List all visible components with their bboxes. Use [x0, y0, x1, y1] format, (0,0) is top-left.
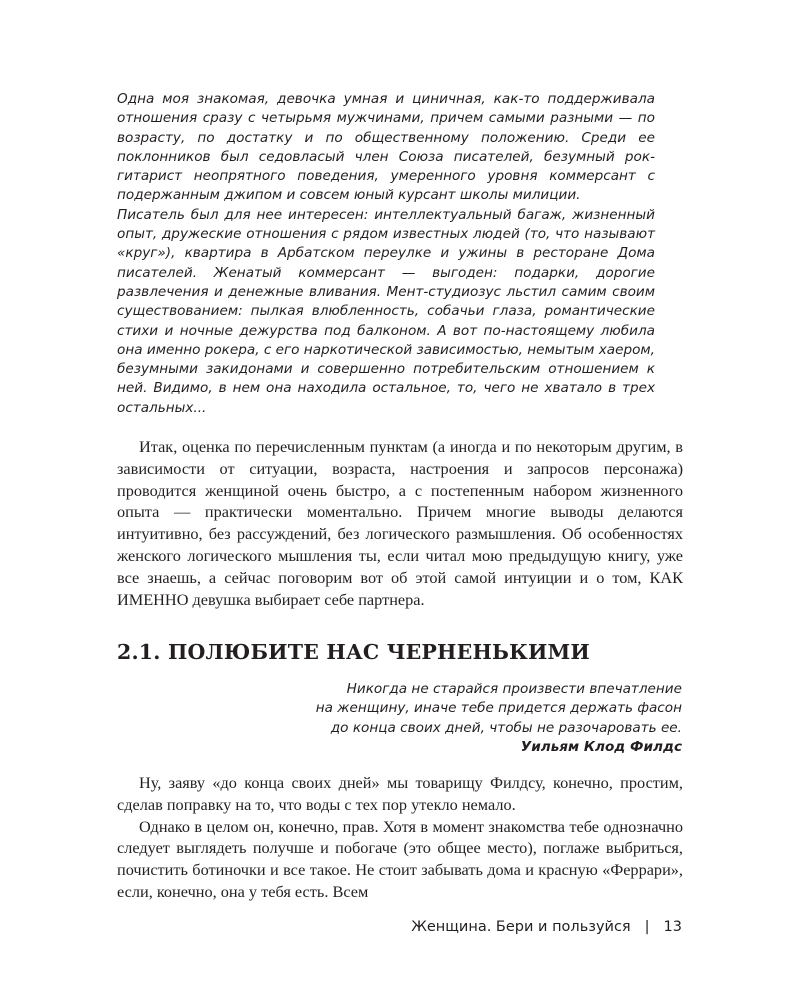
example-quote-block: [117, 90, 655, 418]
quote-paragraph: Писатель был для нее интересен: интеллектуальный багаж, жизненный опыт, дружеские отношения с рядом известных людей (то, что называют «круг»), квартира в Арбатском переулке и ужины в ресторане Дома писателей. Женатый коммерсант — выгоден: подарки, дорогие развлечения и денежные вливания. Мент-студиозус льстил самим своим существованием: пылкая влюбленность, собачьи глаза, романтические стихи и ночные дежурства под балконом. А вот по-настоящему любила она именно рокера, с его наркотической зависимостью, немытым хаером, безумными закидонами и совершенно потребительским отношением к ней. Видимо, в нем она находила остальное, то, чего не хватало в трех остальных...: [117, 206, 655, 416]
body-text-before-heading: [117, 436, 683, 610]
body-paragraph: Ну, заяву «до конца своих дней» мы товарищу Филдсу, конечно, простим, сделав поправку на то, что воды с тех пор утекло немало.: [117, 773, 683, 814]
body-paragraph: Итак, оценка по перечисленным пунктам (а иногда и по некоторым другим, в зависимости от ситуации, возраста, настроения и запросов персонажа) проводится женщиной очень быстро, а с постепенным набором жизненного опыта — практически моментально. Причем многие выводы делаются интуитивно, без рассуждений, без логического размышления. Об особенностях женского логического мышления ты, если читал мою предыдущую книгу, уже все знаешь, а сейчас поговорим вот об этой самой интуиции и о том, КАК ИМЕННО девушка выбирает себе партнера.: [117, 437, 683, 609]
page-number: 13: [663, 919, 682, 935]
epigraph-line: Никогда не старайся произвести впечатление: [346, 681, 682, 697]
quote-paragraph: Одна моя знакомая, девочка умная и циничная, как-то поддерживала отношения сразу с четырьмя мужчинами, причем самыми разными — по возрасту, по достатку и по общественному положению. Среди ее поклонников был седовласый член Союза писателей, безумный рок-гитарист неопрятного поведения, умеренного уровня коммерсант с подержанным джипом и совсем юный курсант школы милиции.: [117, 91, 655, 204]
epigraph-line: до конца своих дней, чтобы не разочаровать ее.: [330, 719, 682, 736]
running-title: Женщина. Бери и пользуйся: [411, 919, 631, 935]
body-paragraph: Однако в целом он, конечно, прав. Хотя в момент знакомства тебе однозначно следует выглядеть получше и побогаче (это общее место), поглаже выбриться, почистить ботиночки и все такое. Не стоит забывать дома и красную «Феррари», если, конечно, она у тебя есть. Всем: [117, 816, 683, 901]
epigraph-line: на женщину, иначе тебе придется держать фасон: [315, 700, 682, 717]
page-footer: [0, 917, 682, 937]
epigraph-author: Уильям Клод Филдс: [520, 738, 682, 755]
footer-separator: |: [644, 919, 650, 935]
section-heading: 2.1. ПОЛЮБИТЕ НАС ЧЕРНЕНЬКИМИ: [117, 640, 591, 664]
epigraph: [162, 680, 682, 757]
body-text-after-heading: [117, 772, 683, 903]
